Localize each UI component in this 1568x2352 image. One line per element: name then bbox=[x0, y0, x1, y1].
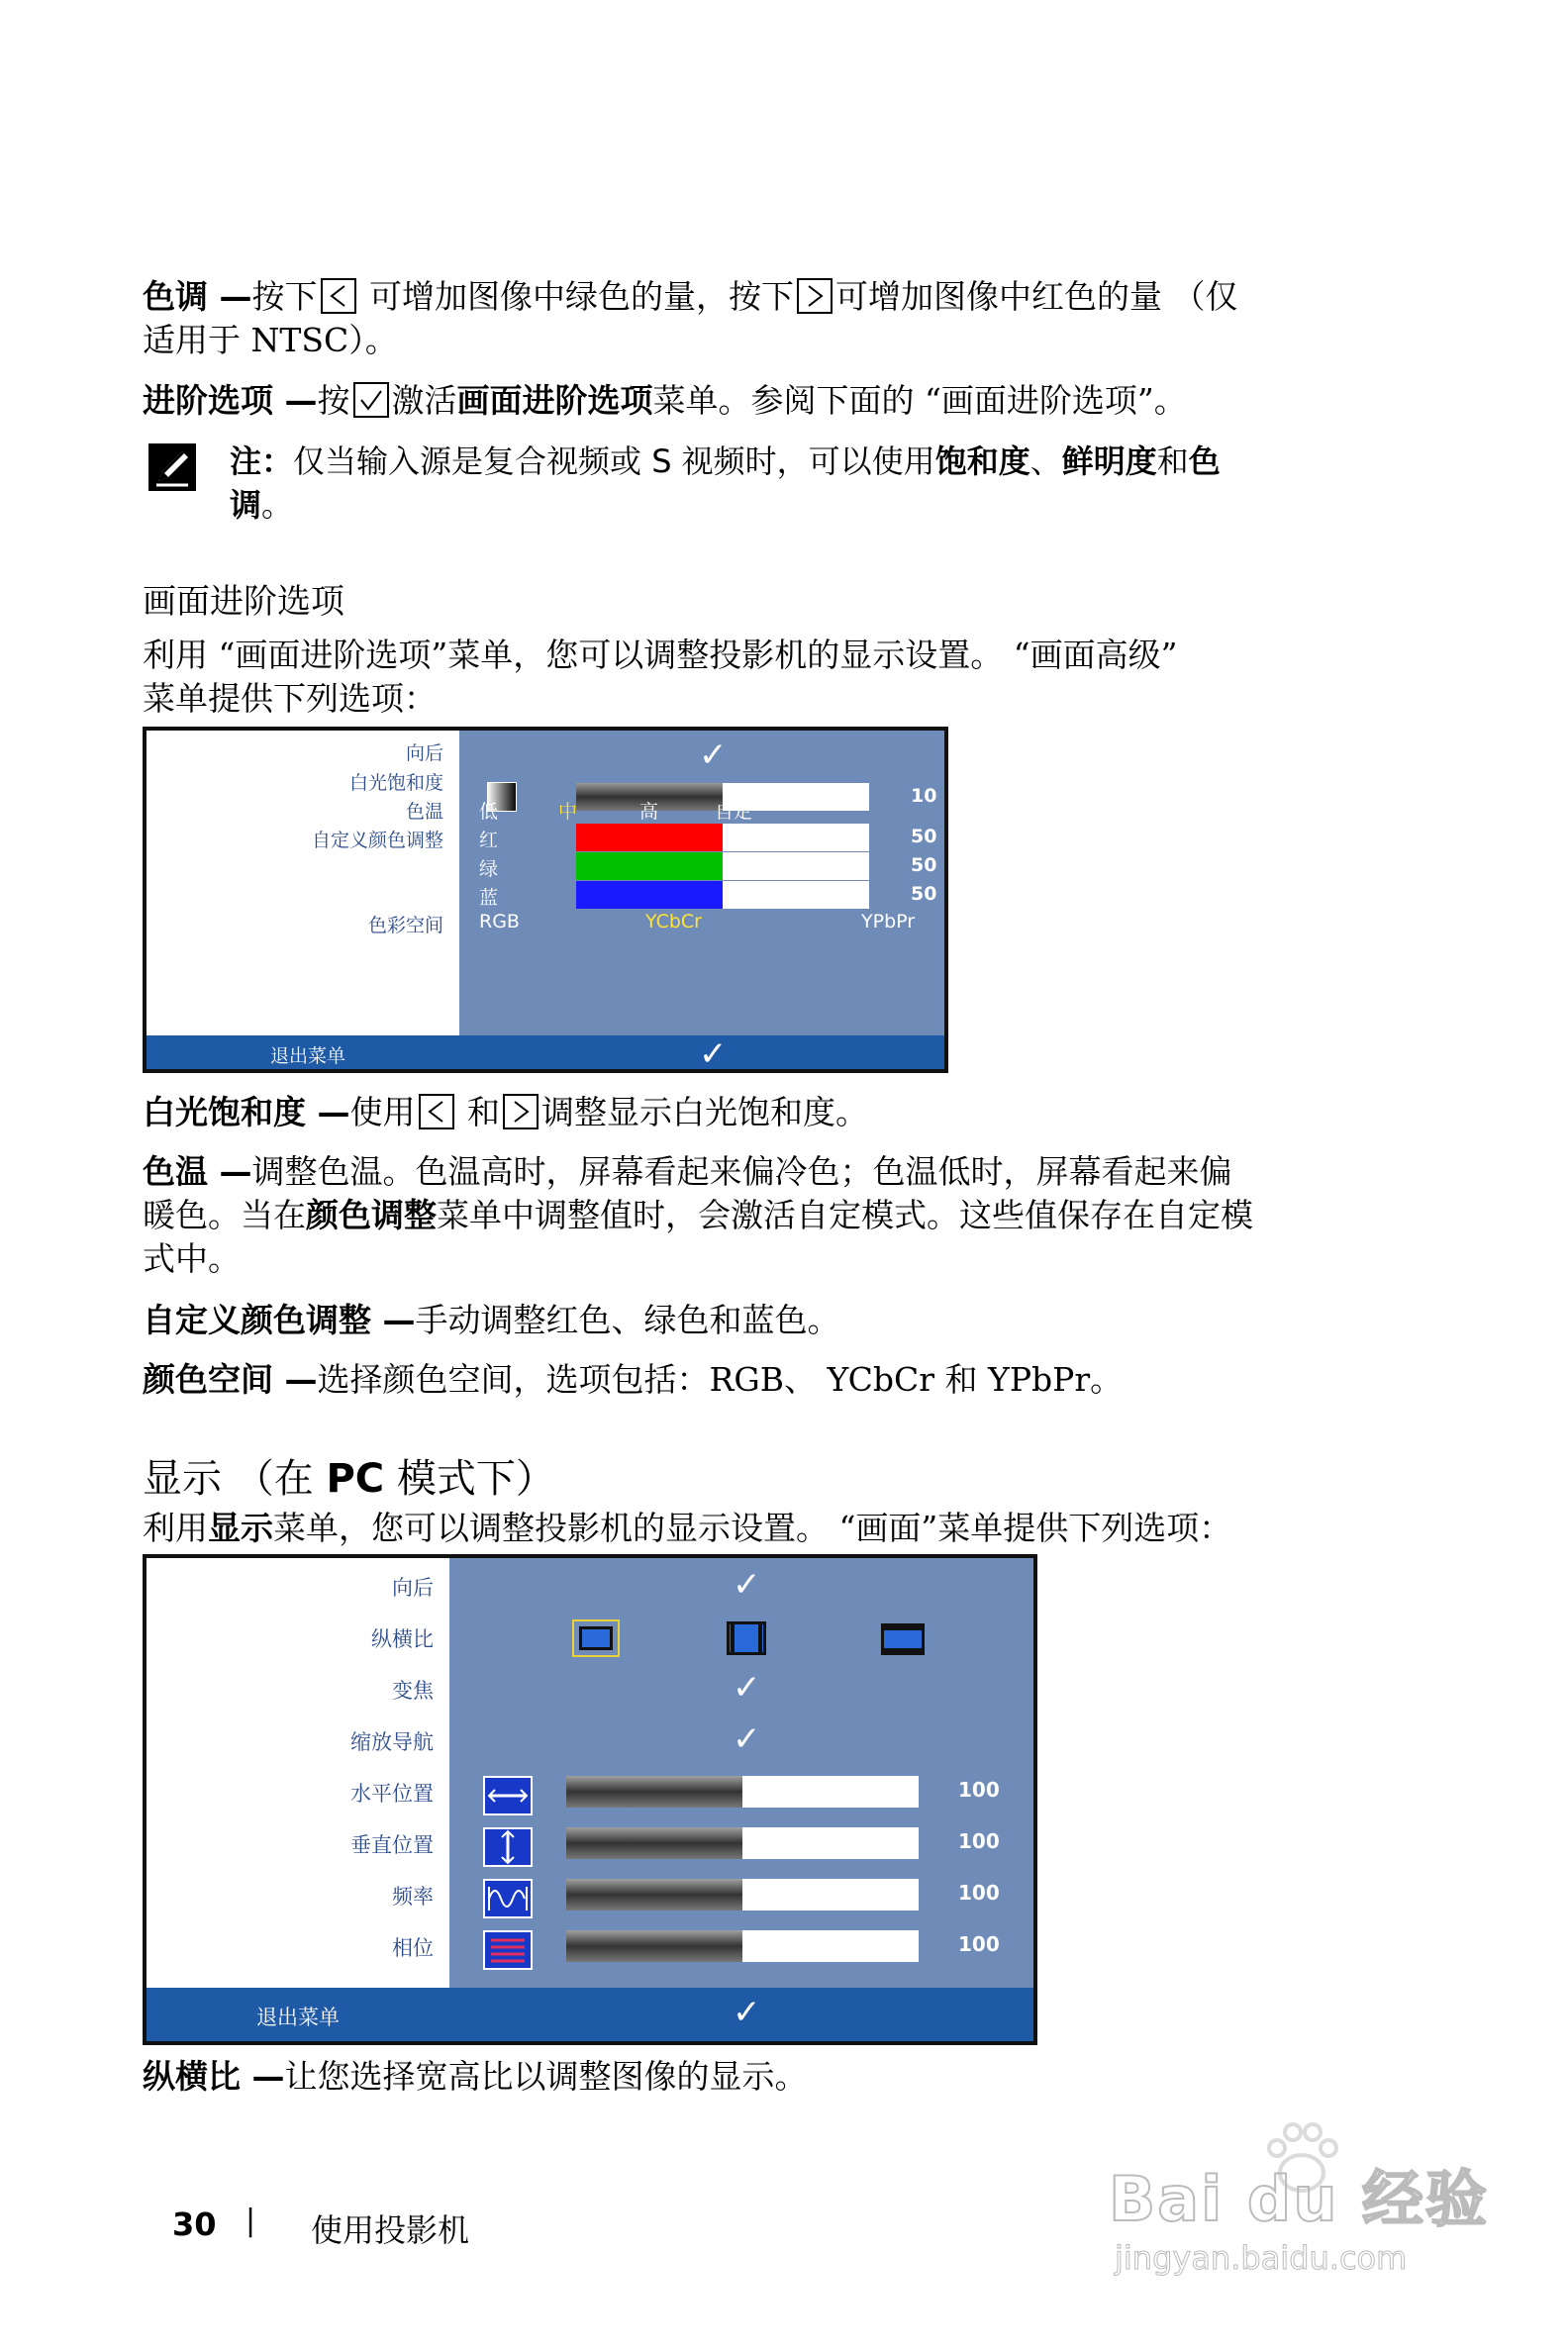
text: 调整显示白光饱和度。 bbox=[541, 1093, 868, 1131]
menu-item-label[interactable]: 向后 bbox=[392, 1576, 434, 1600]
color-space-option[interactable]: YPbPr bbox=[861, 911, 916, 932]
slider-fill bbox=[576, 852, 723, 880]
slider-fill bbox=[566, 1930, 742, 1962]
rgb-slider[interactable] bbox=[576, 824, 869, 851]
bold-term: 调 bbox=[230, 486, 262, 524]
back-check-icon[interactable]: ✓ bbox=[699, 735, 728, 775]
aspect-ratio-4-3-icon[interactable] bbox=[727, 1621, 766, 1655]
menu-item-label[interactable]: 变焦 bbox=[392, 1679, 434, 1703]
color-temp-paragraph bbox=[143, 1150, 1360, 1281]
menu-item-label[interactable]: 频率 bbox=[392, 1885, 434, 1909]
text: 可增加图像中红色的量 （仅 bbox=[835, 277, 1238, 316]
dash: — bbox=[371, 1301, 416, 1339]
dash: — bbox=[241, 2057, 285, 2096]
bold-term: 颜色调整 bbox=[306, 1196, 437, 1234]
color-space-option[interactable]: RGB bbox=[479, 911, 520, 932]
text: 和 bbox=[456, 1093, 500, 1131]
text: 暖色。当在 bbox=[143, 1196, 306, 1234]
text: 手动调整红色、绿色和蓝色。 bbox=[415, 1301, 840, 1339]
vertical-position-icon bbox=[483, 1827, 533, 1867]
advanced-paragraph bbox=[143, 379, 1360, 423]
footer-title: 使用投影机 bbox=[311, 2211, 470, 2249]
slider-value: 100 bbox=[958, 1932, 1000, 1956]
bold-term: 色 bbox=[1188, 442, 1221, 480]
rgb-channel-label: 绿 bbox=[479, 858, 499, 880]
menu-item-label[interactable]: 相位 bbox=[392, 1936, 434, 1960]
color-space-paragraph bbox=[143, 1358, 1360, 1402]
zoom-nav-check-icon[interactable]: ✓ bbox=[733, 1719, 761, 1759]
exit-check-icon[interactable]: ✓ bbox=[733, 1993, 761, 2032]
dash: — bbox=[273, 381, 318, 420]
text: PC bbox=[326, 1456, 385, 1502]
text: 和 bbox=[1156, 442, 1189, 480]
dash: — bbox=[273, 1360, 318, 1399]
slider-fill bbox=[576, 881, 723, 909]
menu-item-label[interactable]: 自定义颜色调整 bbox=[311, 830, 443, 851]
slider-fill bbox=[566, 1776, 742, 1808]
menu-item-label[interactable]: 缩放导航 bbox=[350, 1730, 434, 1754]
text: 利用 bbox=[143, 1509, 208, 1547]
position-slider[interactable] bbox=[566, 1879, 919, 1911]
text: 菜单，您可以调整投影机的显示设置。 “画面”菜单提供下列选项： bbox=[273, 1509, 1232, 1547]
bold-term: 鲜明度 bbox=[1061, 442, 1157, 480]
white-saturation-paragraph bbox=[143, 1091, 1360, 1134]
position-slider[interactable] bbox=[566, 1930, 919, 1962]
slider-fill bbox=[576, 824, 723, 851]
text: 利用 “画面进阶选项”菜单，您可以调整投影机的显示设置。 “画面高级” bbox=[143, 636, 1178, 674]
rgb-value: 50 bbox=[911, 883, 937, 905]
hue-term: 色调 bbox=[143, 277, 208, 316]
hue-paragraph bbox=[143, 275, 1360, 362]
section-heading-display bbox=[143, 1447, 555, 1504]
rgb-slider[interactable] bbox=[576, 852, 869, 880]
custom-color-term: 自定义颜色调整 bbox=[143, 1301, 371, 1339]
exit-menu-label: 退出菜单 bbox=[256, 2006, 340, 2029]
text: 适用于 NTSC）。 bbox=[143, 321, 398, 359]
text: 按下 bbox=[251, 277, 318, 316]
slider-fill bbox=[566, 1827, 742, 1859]
note-text bbox=[230, 440, 1368, 527]
text: 菜单。参阅下面的 “画面进阶选项”。 bbox=[652, 381, 1187, 420]
color-temp-option[interactable]: 高 bbox=[639, 801, 659, 823]
advanced-term: 进阶选项 bbox=[143, 381, 273, 420]
rgb-channel-label: 红 bbox=[479, 830, 499, 851]
slider-value: 100 bbox=[958, 1881, 1000, 1905]
text: 让您选择宽高比以调整图像的显示。 bbox=[284, 2057, 808, 2096]
menu-item-label[interactable]: 垂直位置 bbox=[350, 1833, 434, 1857]
color-temp-option[interactable]: 中 bbox=[558, 801, 578, 823]
aspect-ratio-term: 纵横比 bbox=[143, 2057, 241, 2096]
left-arrow-key-icon bbox=[419, 1094, 454, 1129]
right-arrow-key-icon bbox=[503, 1094, 539, 1129]
rgb-slider[interactable] bbox=[576, 881, 869, 909]
text: 菜单提供下列选项： bbox=[143, 679, 437, 718]
bold-term: 饱和度 bbox=[934, 442, 1030, 480]
menu-item-label[interactable]: 色温 bbox=[405, 801, 443, 823]
position-slider[interactable] bbox=[566, 1776, 919, 1808]
rgb-value: 50 bbox=[911, 854, 937, 876]
frequency-icon bbox=[483, 1879, 533, 1918]
dash: — bbox=[208, 277, 252, 316]
exit-menu-row[interactable] bbox=[147, 1988, 1033, 2043]
phase-icon bbox=[483, 1930, 533, 1970]
color-space-term: 颜色空间 bbox=[143, 1360, 273, 1399]
white-saturation-term: 白光饱和度 bbox=[143, 1093, 306, 1131]
color-temp-option[interactable]: 自定 bbox=[715, 801, 753, 823]
exit-menu-row[interactable] bbox=[147, 1035, 944, 1073]
text: 式中。 bbox=[143, 1239, 241, 1278]
menu-item-label[interactable]: 纵横比 bbox=[371, 1627, 434, 1651]
display-menu bbox=[143, 1554, 1037, 2045]
watermark-url: jingyan.baidu.com bbox=[1115, 2239, 1408, 2277]
text: 激活 bbox=[391, 381, 457, 420]
section-heading-advanced: 画面进阶选项 bbox=[143, 582, 344, 622]
text: 仅当输入源是复合视频或 S 视频时，可以使用 bbox=[293, 442, 935, 480]
color-temp-option[interactable]: 低 bbox=[479, 801, 499, 823]
rgb-value: 50 bbox=[911, 826, 937, 847]
left-arrow-key-icon bbox=[321, 278, 356, 314]
text: 选择颜色空间，选项包括：RGB、 YCbCr 和 YPbPr。 bbox=[317, 1360, 1124, 1399]
dash: — bbox=[306, 1093, 350, 1131]
page-number: 30 bbox=[172, 2205, 217, 2243]
note-label: 注： bbox=[230, 442, 294, 480]
advanced-settings-menu bbox=[143, 727, 948, 1073]
menu-item-label[interactable]: 色彩空间 bbox=[367, 915, 443, 936]
text: 调整色温。色温高时，屏幕看起来偏冷色；色温低时，屏幕看起来偏 bbox=[251, 1152, 1232, 1191]
dash: — bbox=[208, 1152, 252, 1191]
menu-item-label[interactable]: 白光饱和度 bbox=[348, 772, 443, 794]
text: 使用 bbox=[349, 1093, 416, 1131]
text: 按 bbox=[317, 381, 350, 420]
aspect-ratio-original-icon[interactable] bbox=[572, 1619, 620, 1657]
horizontal-position-icon bbox=[483, 1776, 533, 1815]
custom-color-paragraph bbox=[143, 1299, 1360, 1342]
text: 、 bbox=[1029, 442, 1062, 480]
rgb-channel-label: 蓝 bbox=[479, 887, 499, 909]
bold-term: 画面进阶选项 bbox=[456, 381, 653, 420]
text: 菜单中调整值时，会激活自定模式。这些值保存在自定模 bbox=[437, 1196, 1253, 1234]
white-saturation-value: 10 bbox=[911, 785, 937, 807]
position-slider[interactable] bbox=[566, 1827, 919, 1859]
text: 。 bbox=[261, 486, 294, 524]
right-arrow-key-icon bbox=[797, 278, 833, 314]
menu-item-label[interactable]: 向后 bbox=[405, 742, 443, 764]
slider-fill bbox=[566, 1879, 742, 1911]
aspect-ratio-paragraph bbox=[143, 2055, 1360, 2099]
back-check-icon[interactable]: ✓ bbox=[733, 1565, 761, 1605]
note-pencil-icon bbox=[148, 443, 196, 491]
footer-separator: | bbox=[245, 2204, 256, 2238]
zoom-check-icon[interactable]: ✓ bbox=[733, 1668, 761, 1708]
slider-value: 100 bbox=[958, 1778, 1000, 1802]
menu-item-label[interactable]: 水平位置 bbox=[350, 1782, 434, 1806]
section1-intro bbox=[143, 634, 1360, 721]
exit-menu-label: 退出菜单 bbox=[269, 1045, 345, 1067]
text: 可增加图像中绿色的量，按下 bbox=[358, 277, 794, 316]
text: 模式下） bbox=[384, 1456, 555, 1502]
text: 显示 （在 bbox=[143, 1456, 327, 1502]
color-space-option[interactable]: YCbCr bbox=[645, 911, 702, 932]
bold-term: 显示 bbox=[208, 1509, 273, 1547]
enter-key-icon bbox=[353, 382, 389, 418]
exit-check-icon[interactable]: ✓ bbox=[699, 1034, 728, 1073]
slider-value: 100 bbox=[958, 1829, 1000, 1853]
color-temp-term: 色温 bbox=[143, 1152, 208, 1191]
section2-intro bbox=[143, 1507, 1360, 1550]
watermark-brand: Bai du 经验 bbox=[1109, 2163, 1490, 2235]
aspect-ratio-wide-icon[interactable] bbox=[881, 1623, 925, 1655]
